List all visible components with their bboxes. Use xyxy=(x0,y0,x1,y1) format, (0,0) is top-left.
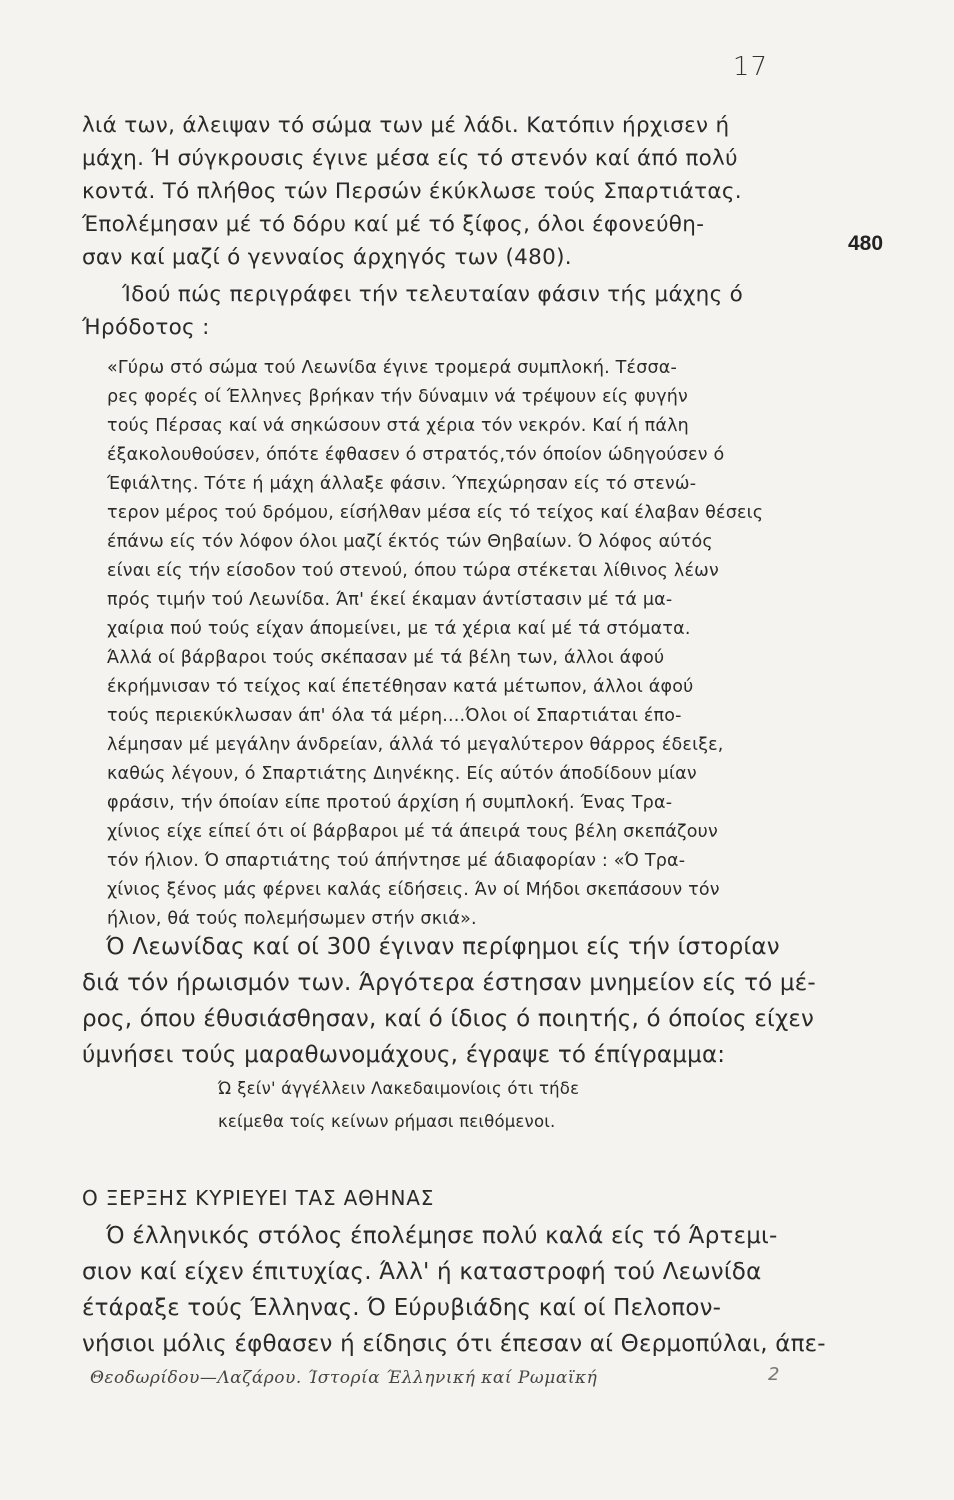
quote-line: φράσιν, τήν όποίαν είπε προτού άρχίση ή συμπλοκή. Ένας Τρα- xyxy=(107,793,673,813)
quote-line: Έφιάλτης. Τότε ή μάχη άλλαξε φάσιν. Ύπεχώρησαν είς τό στενώ- xyxy=(107,474,697,494)
quote-line: ρες φορές οί Έλληνες βρήκαν τήν δύναμιν νά τρέψουν είς φυγήν xyxy=(107,387,689,407)
quote-line: τούς Πέρσας καί νά σηκώσουν στά χέρια τόν νεκρόν. Καί ή πάλη xyxy=(107,416,689,436)
section-heading: Ο ΞΕΡΞΗΣ ΚΥΡΙΕΥΕΙ ΤΑΣ ΑΘΗΝΑΣ xyxy=(82,1186,435,1210)
quote-line: έξακολουθούσεν, όπότε έφθασεν ό στρατός,τόν όποίον ώδηγούσεν ό xyxy=(107,445,725,465)
quote-line: πρός τιμήν τού Λεωνίδα. Άπ' έκεί έκαμαν άντίστασιν μέ τά μα- xyxy=(107,590,673,610)
text-line: Ό έλληνικός στόλος έπολέμησε πολύ καλά είς τό Άρτεμι- xyxy=(106,1223,778,1249)
text-line: σιον καί είχεν έπιτυχίας. Άλλ' ή καταστροφή τού Λεωνίδα xyxy=(82,1259,762,1285)
quote-line: χίνιος είχε είπεί ότι οί βάρβαροι μέ τά άπειρά τους βέλη σκεπάζουν xyxy=(107,822,718,842)
epigram-line: Ώ ξείν' άγγέλλειν Λακεδαιμονίοις ότι τήδε xyxy=(218,1079,580,1098)
quote-line: καθώς λέγουν, ό Σπαρτιάτης Διηνέκης. Είς αύτόν άποδίδουν μίαν xyxy=(107,764,697,784)
quote-line: ήλιον, θά τούς πολεμήσωμεν στήν σκιά». xyxy=(107,909,477,929)
quote-line: «Γύρω στό σώμα τού Λεωνίδα έγινε τρομερά συμπλοκή. Τέσσα- xyxy=(107,358,678,378)
text-line: κοντά. Τό πλήθος τών Περσών έκύκλωσε τούς Σπαρτιάτας. xyxy=(82,179,742,204)
quote-line: Άλλά οί βάρβαροι τούς σκέπασαν μέ τά βέλη των, άλλοι άφού xyxy=(107,648,665,668)
quote-line: τούς περιεκύκλωσαν άπ' όλα τά μέρη....Όλοι οί Σπαρτιάται έπο- xyxy=(107,706,682,726)
text-line: ρος, όπου έθυσιάσθησαν, καί ό ίδιος ό ποιητής, ό όποίος είχεν xyxy=(82,1006,815,1032)
page-footer: Θεοδωρίδου—Λαζάρου. Ίστορία Έλληνική καί Ρωμαϊκή xyxy=(90,1368,598,1388)
quote-line: έκρήμνισαν τό τείχος καί έπετέθησαν κατά μέτωπον, άλλοι άφού xyxy=(107,677,694,697)
text-line: μάχη. Ή σύγκρουσις έγινε μέσα είς τό στενόν καί άπό πολύ xyxy=(82,146,738,171)
text-line: Έπολέμησαν μέ τό δόρυ καί μέ τό ξίφος, όλοι έφονεύθη- xyxy=(82,212,705,237)
text-line: νήσιοι μόλις έφθασεν ή είδησις ότι έπεσαν αί Θερμοπύλαι, άπε- xyxy=(82,1331,826,1357)
text-line: Ήρόδοτος : xyxy=(82,315,210,340)
margin-year-note: 480 xyxy=(848,232,884,255)
page-number: 17 xyxy=(732,52,768,82)
quote-line: χαίρια πού τούς είχαν άπομείνει, με τά χέρια καί μέ τά στόματα. xyxy=(107,619,691,639)
epigram-line: κείμεθα τοίς κείνων ρήμασι πειθόμενοι. xyxy=(218,1112,556,1131)
quote-line: είναι είς τήν είσοδον τού στενού, όπου τώρα στέκεται λίθινος λέων xyxy=(107,561,719,581)
text-line: ύμνήσει τούς μαραθωνομάχους, έγραψε τό έπίγραμμα: xyxy=(82,1042,726,1068)
text-line: Ό Λεωνίδας καί οί 300 έγιναν περίφημοι είς τήν ίστορίαν xyxy=(106,934,780,960)
quote-line: τόν ήλιον. Ό σπαρτιάτης τού άπήντησε μέ άδιαφορίαν : «Ό Τρα- xyxy=(107,851,686,871)
signature-mark: 2 xyxy=(768,1364,780,1385)
text-line: Ίδού πώς περιγράφει τήν τελευταίαν φάσιν τής μάχης ό xyxy=(122,282,744,307)
quote-line: τερον μέρος τού δρόμου, είσήλθαν μέσα είς τό τείχος καί έλαβαν θέσεις xyxy=(107,503,764,523)
quote-line: έπάνω είς τόν λόφον όλοι μαζί έκτός τών Θηβαίων. Ό λόφος αύτός xyxy=(107,532,713,552)
quote-line: χίνιος ξένος μάς φέρνει καλάς είδήσεις. Άν οί Μήδοι σκεπάσουν τόν xyxy=(107,880,720,900)
quote-line: λέμησαν μέ μεγάλην άνδρείαν, άλλά τό μεγαλύτερον θάρρος έδειξε, xyxy=(107,735,724,755)
text-line: λιά των, άλειψαν τό σώμα των μέ λάδι. Κατόπιν ήρχισεν ή xyxy=(82,113,730,138)
text-line: σαν καί μαζί ό γενναίος άρχηγός των (480). xyxy=(82,245,572,270)
text-line: έτάραξε τούς Έλληνας. Ό Εύρυβιάδης καί οί Πελοπον- xyxy=(82,1295,722,1321)
text-line: διά τόν ήρωισμόν των. Άργότερα έστησαν μνημείον είς τό μέ- xyxy=(82,970,816,996)
